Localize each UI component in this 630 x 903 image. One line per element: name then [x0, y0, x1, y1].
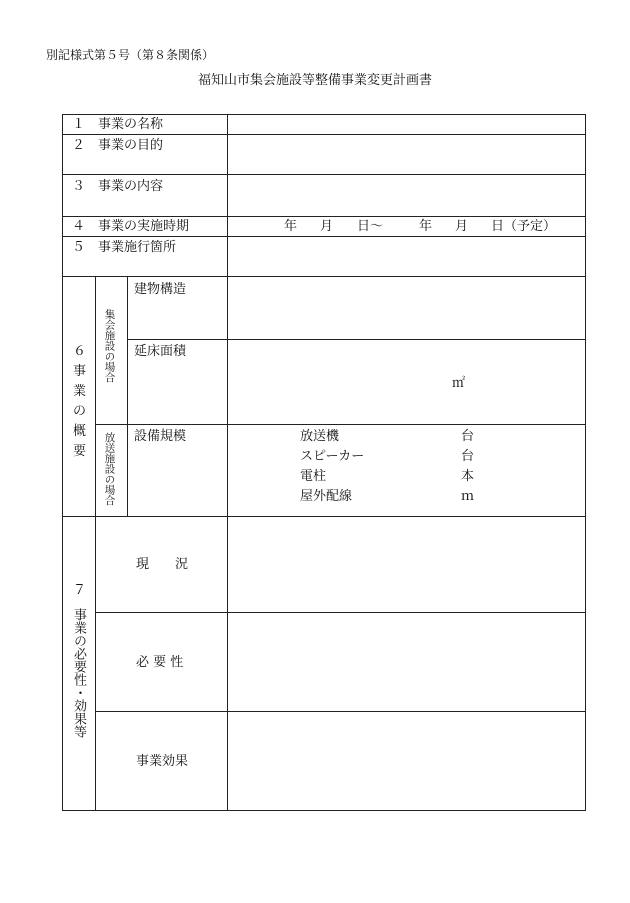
- document-title: 福知山市集会施設等整備事業変更計画書: [197, 73, 432, 88]
- row-label-purpose: ２ 事業の目的: [72, 138, 164, 153]
- row-label-content: ３ 事業の内容: [72, 179, 164, 194]
- schedule-month-end: 月: [455, 219, 469, 234]
- label-effect: 事業効果: [136, 754, 189, 769]
- schedule-day-start: 日～: [357, 219, 384, 234]
- equipment-name: スピーカー: [300, 449, 365, 464]
- section6-number: ６: [73, 344, 87, 359]
- row-label-name: １ 事業の名称: [72, 117, 164, 132]
- equipment-unit: ｍ: [461, 489, 475, 504]
- schedule-year-start: 年: [284, 219, 298, 234]
- label-building-structure: 建物構造: [134, 282, 187, 297]
- row-label-location: ５ 事業施行箇所: [72, 240, 177, 255]
- equipment-name: 電柱: [300, 469, 327, 484]
- group-label-meeting-facility: 集会施設の場合: [103, 309, 116, 383]
- equipment-unit: 台: [461, 429, 475, 444]
- section7-title: 事業の必要性・効果等: [71, 608, 86, 738]
- equipment-name: 屋外配線: [300, 489, 353, 504]
- section7-number: ７: [73, 583, 87, 598]
- label-current-status: 現 況: [136, 557, 189, 572]
- label-floor-area: 延床面積: [134, 344, 187, 359]
- schedule-month-start: 月: [320, 219, 334, 234]
- equipment-unit: 台: [461, 449, 475, 464]
- group-label-broadcast-facility: 放送施設の場合: [103, 432, 116, 506]
- label-equipment-scale: 設備規模: [134, 429, 187, 444]
- equipment-unit: 本: [461, 469, 475, 484]
- schedule-year-end: 年: [419, 219, 433, 234]
- form-number: 別記様式第５号（第８条関係）: [46, 48, 215, 62]
- equipment-name: 放送機: [300, 429, 340, 444]
- floor-area-unit: ㎡: [452, 376, 466, 391]
- label-necessity: 必 要 性: [136, 655, 184, 670]
- schedule-day-end: 日（予定）: [491, 219, 557, 234]
- row-label-period: ４ 事業の実施時期: [72, 219, 190, 234]
